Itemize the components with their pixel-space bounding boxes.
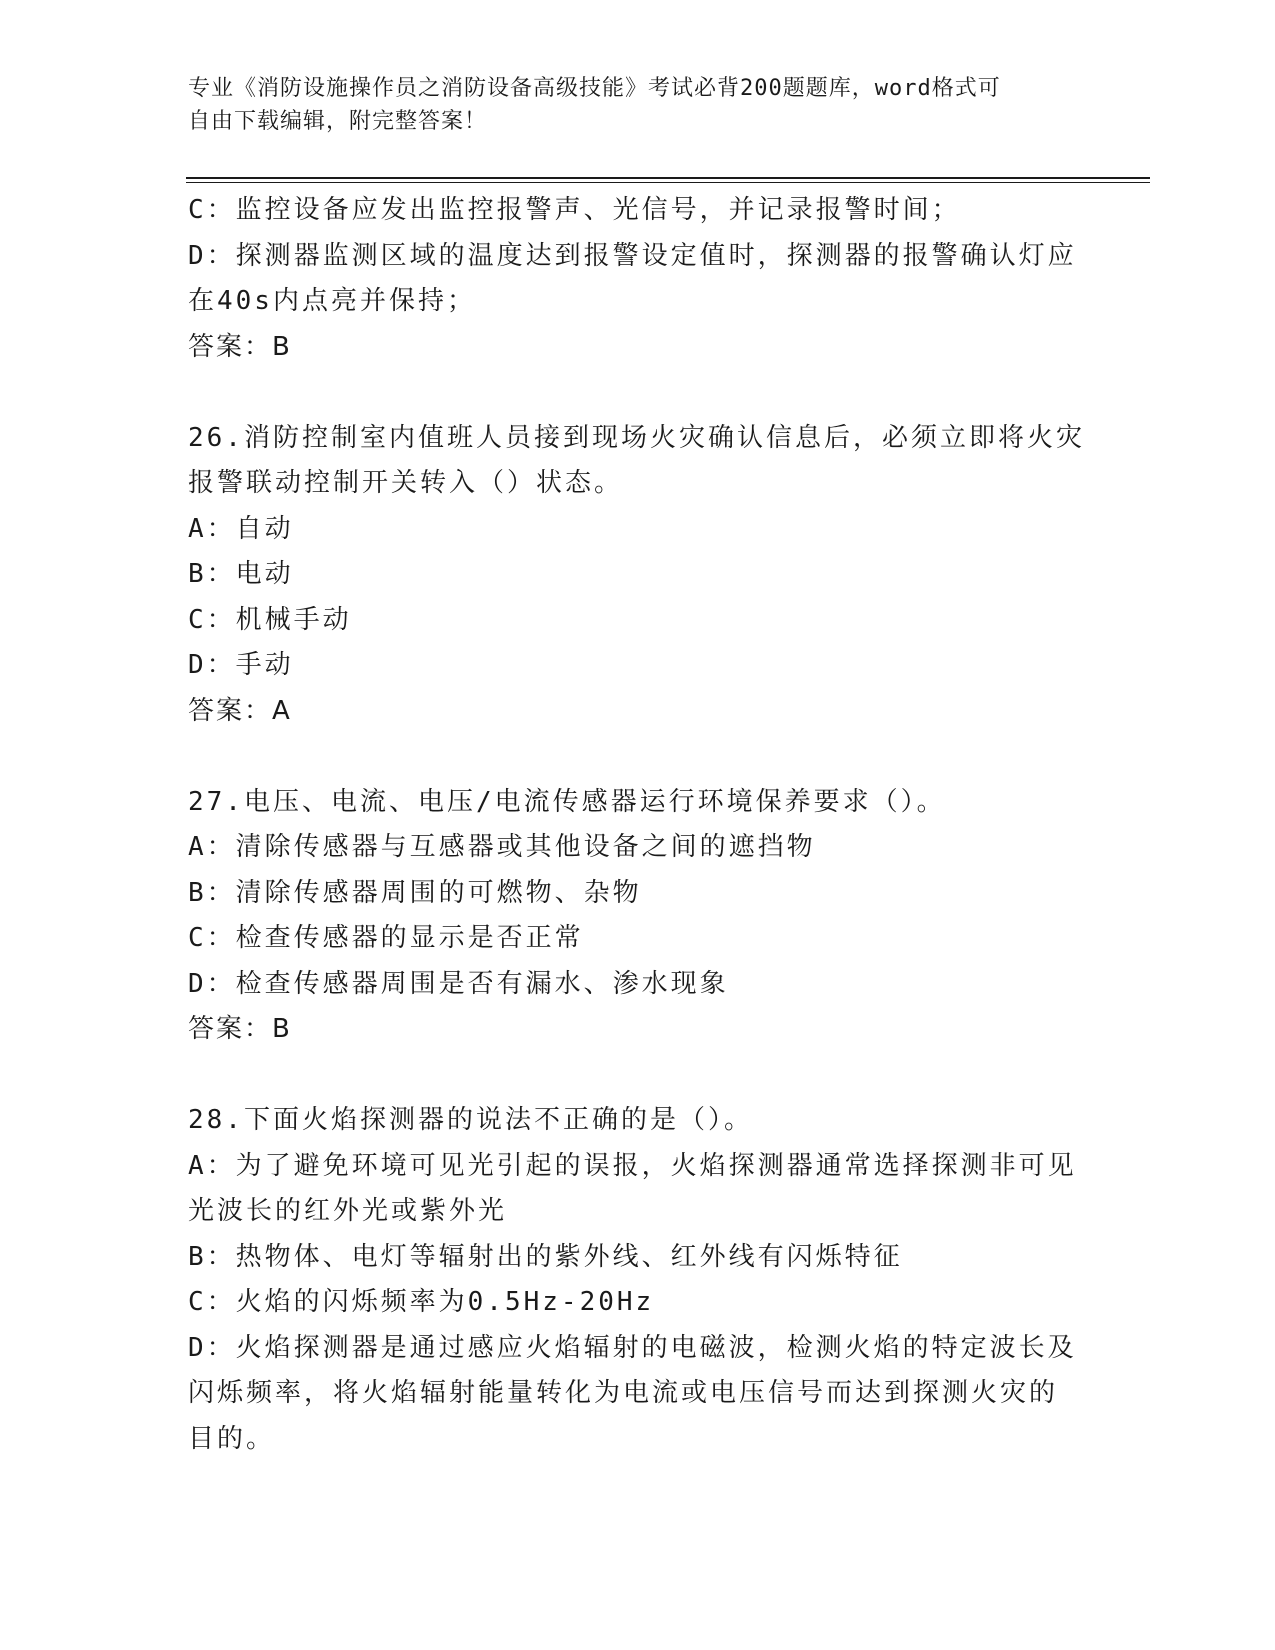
option-d: D：检查传感器周围是否有漏水、渗水现象 [188, 968, 729, 999]
option-c: C：火焰的闪烁频率为0.5Hz-20Hz [188, 1287, 655, 1317]
answer: 答案：A [188, 695, 292, 726]
option-d: D：手动 [188, 650, 294, 680]
question-28 [188, 1098, 1078, 1462]
document-header [188, 72, 1088, 138]
header-line-2: 自由下载编辑，附完整答案！ [188, 109, 488, 134]
option-d-continued: 在40s内点亮并保持； [188, 286, 476, 316]
question-stem-continued: 报警联动控制开关转入（）状态。 [188, 468, 624, 498]
spacer [188, 370, 1078, 416]
question-stem: 26.消防控制室内值班人员接到现场火灾确认信息后，必须立即将火灾 [188, 422, 1085, 453]
option-a-continued: 光波长的红外光或紫外光 [188, 1196, 508, 1226]
option-b: B：电动 [188, 559, 294, 589]
answer: 答案：B [188, 1014, 292, 1044]
answer: 答案：B [188, 331, 292, 362]
option-a: A：自动 [188, 513, 294, 544]
option-d: D：探测器监测区域的温度达到报警设定值时，探测器的报警确认灯应 [188, 240, 1077, 271]
question-stem: 28.下面火焰探测器的说法不正确的是（）。 [188, 1105, 753, 1135]
header-line-1: 专业《消防设施操作员之消防设备高级技能》考试必背200题题库，word格式可 [188, 76, 1001, 101]
question-27 [188, 780, 1078, 1053]
option-d: D：火焰探测器是通过感应火焰辐射的电磁波，检测火焰的特定波长及 [188, 1332, 1077, 1363]
question-26 [188, 416, 1085, 735]
question-25-continued [188, 188, 1078, 370]
option-c: C：监控设备应发出监控报警声、光信号，并记录报警时间； [188, 195, 961, 225]
spacer [188, 734, 1078, 780]
option-d-continued: 目的。 [188, 1423, 276, 1454]
spacer [188, 1053, 1078, 1099]
option-a: A：清除传感器与互感器或其他设备之间的遮挡物 [188, 832, 816, 862]
option-b: B：热物体、电灯等辐射出的紫外线、红外线有闪烁特征 [188, 1241, 903, 1272]
header-rule-thick [186, 177, 1150, 179]
question-list [188, 188, 1085, 1462]
question-stem: 27.电压、电流、电压/电流传感器运行环境保养要求（）。 [188, 786, 946, 817]
option-b: B：清除传感器周围的可燃物、杂物 [188, 877, 642, 908]
option-c: C：机械手动 [188, 604, 352, 635]
option-c: C：检查传感器的显示是否正常 [188, 923, 584, 953]
option-d-continued: 闪烁频率，将火焰辐射能量转化为电流或电压信号而达到探测火灾的 [188, 1378, 1059, 1408]
option-a: A：为了避免环境可见光引起的误报，火焰探测器通常选择探测非可见 [188, 1150, 1077, 1181]
header-rule-thin [186, 182, 1150, 183]
